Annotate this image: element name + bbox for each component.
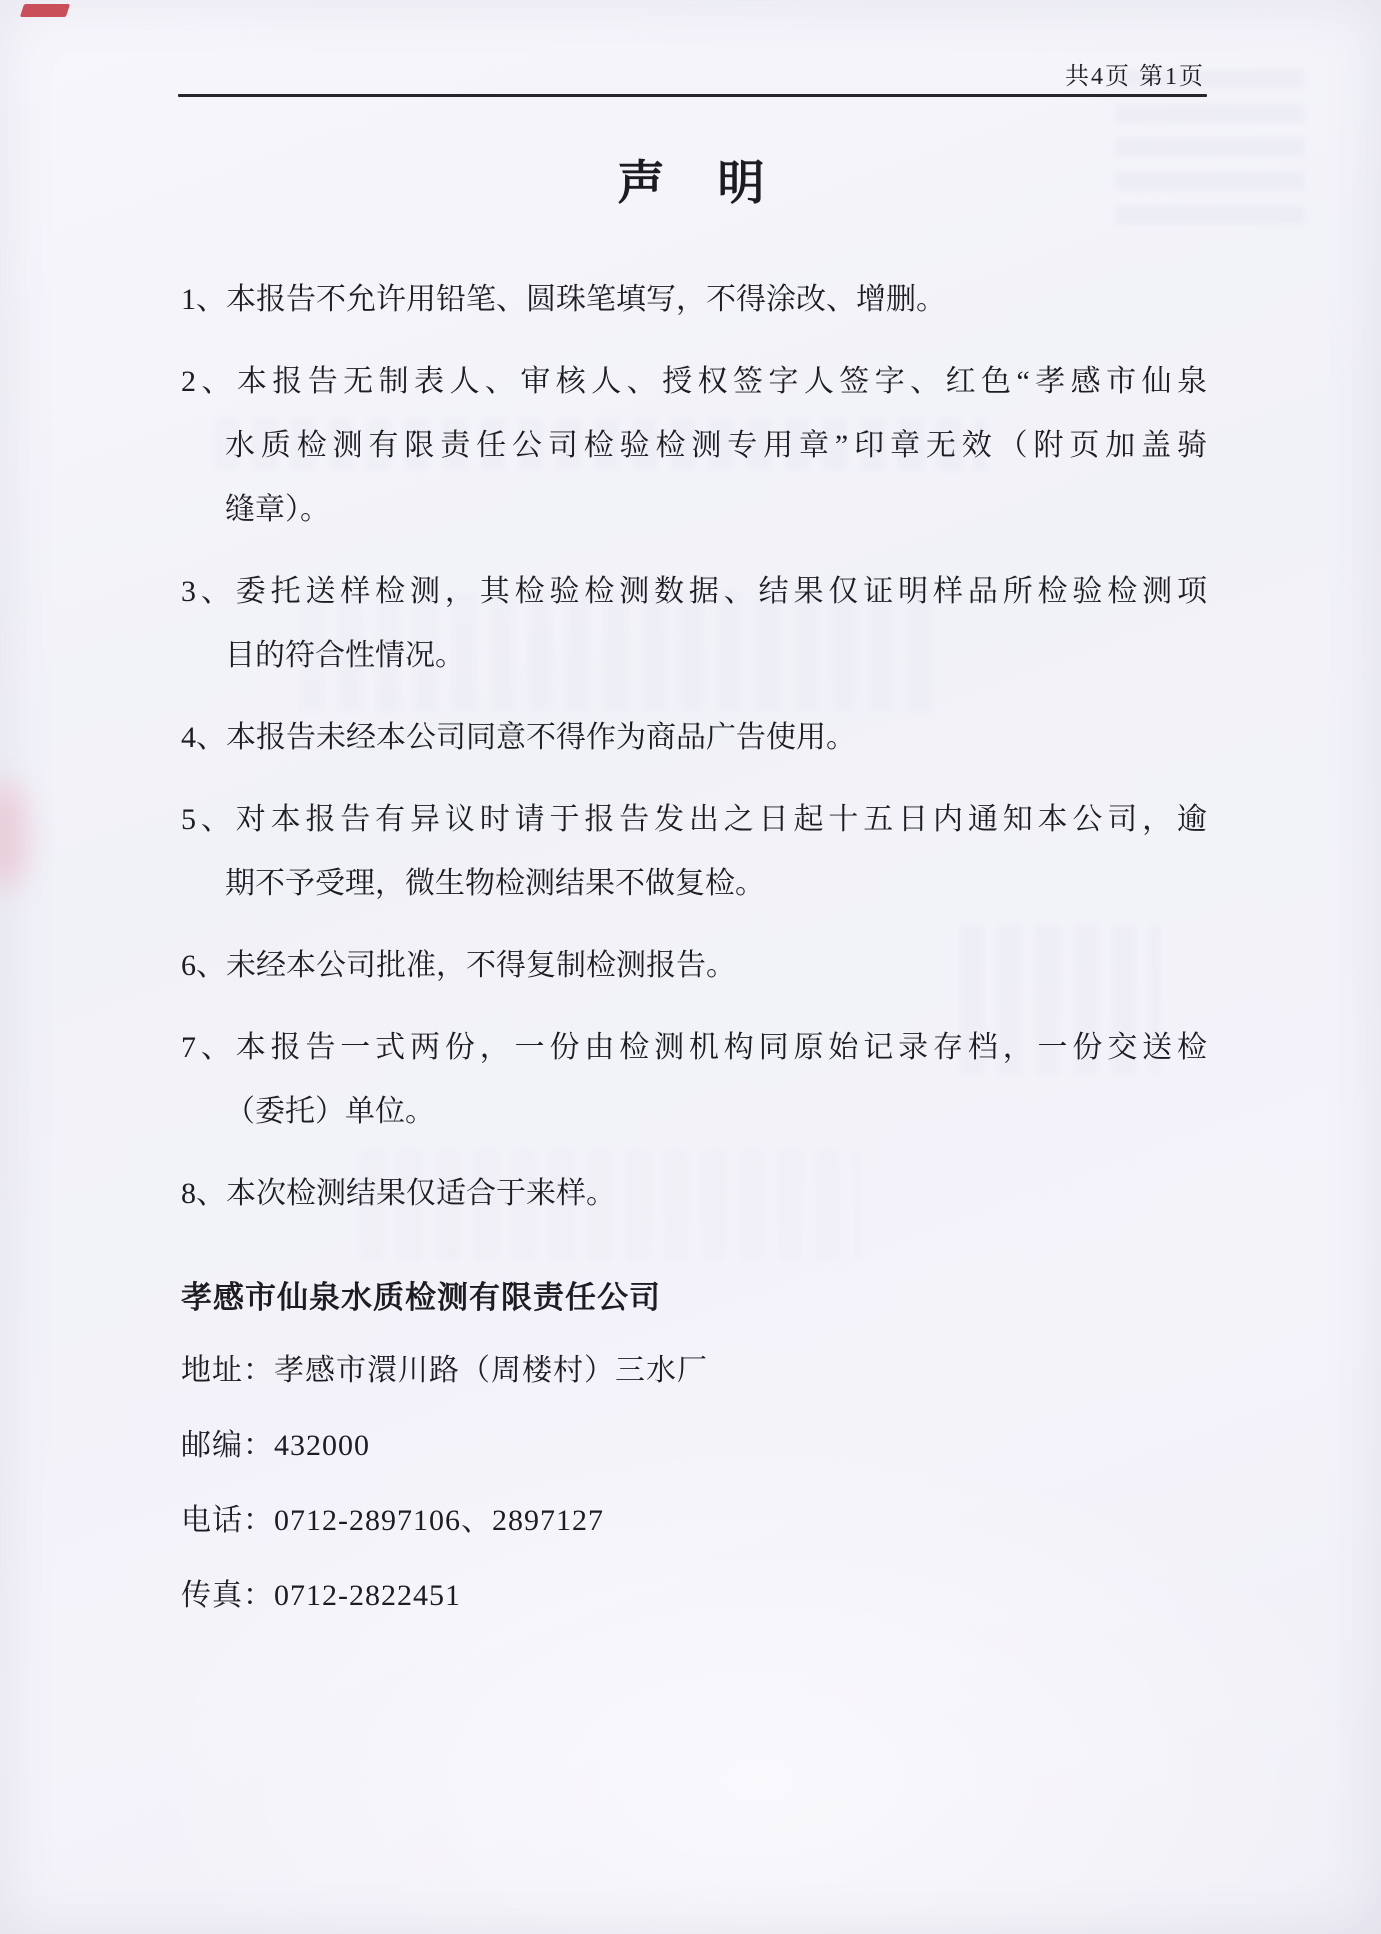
company-name: 孝感市仙泉水质检测有限责任公司: [181, 1280, 661, 1315]
page-counter: 共4页 第1页: [1065, 64, 1205, 90]
header-divider: [178, 94, 1207, 97]
statement-list: [181, 268, 1207, 1244]
scan-pink-smudge: [0, 780, 28, 890]
statement-line: 6、未经本公司批准，不得复制检测报告。: [181, 949, 736, 982]
page-title: 声 明: [617, 158, 768, 210]
statement-line: 4、本报告未经本公司同意不得作为商品广告使用。: [181, 721, 856, 754]
company-address: 地址：孝感市澴川路（周楼村）三水厂: [181, 1354, 708, 1387]
statement-line: 期不予受理，微生物检测结果不做复检。: [225, 867, 765, 900]
statement-item: [181, 788, 1207, 916]
company-phone: 电话：0712-2897106、2897127: [181, 1504, 604, 1537]
company-fax: 传真：0712-2822451: [181, 1579, 461, 1612]
statement-item: [181, 706, 1207, 770]
statement-line: 3、委托送样检测，其检验检测数据、结果仅证明样品所检验检测项: [181, 575, 1207, 608]
statement-line: 8、本次检测结果仅适合于来样。: [181, 1177, 616, 1210]
statement-item: [181, 1016, 1207, 1144]
company-postal-code: 邮编：432000: [181, 1429, 370, 1462]
statement-line: 水质检测有限责任公司检验检测专用章”印章无效（附页加盖骑: [225, 429, 1207, 462]
statement-item: [181, 560, 1207, 688]
statement-line: （委托）单位。: [225, 1095, 435, 1128]
page-header: [180, 56, 1205, 91]
statement-item: [181, 350, 1207, 542]
company-block: [181, 1280, 708, 1654]
statement-item: [181, 1162, 1207, 1226]
statement-line: 1、本报告不允许用铅笔、圆珠笔填写，不得涂改、增删。: [181, 283, 946, 316]
scan-red-mark: [20, 4, 70, 17]
statement-line: 7、本报告一式两份，一份由检测机构同原始记录存档，一份交送检: [181, 1031, 1207, 1064]
statement-line: 缝章）。: [225, 493, 330, 526]
statement-line: 目的符合性情况。: [225, 639, 465, 672]
statement-item: [181, 934, 1207, 998]
statement-item: [181, 268, 1207, 332]
statement-line: 5、对本报告有异议时请于报告发出之日起十五日内通知本公司，逾: [181, 803, 1207, 836]
statement-line: 2、本报告无制表人、审核人、授权签字人签字、红色“孝感市仙泉: [181, 365, 1207, 398]
